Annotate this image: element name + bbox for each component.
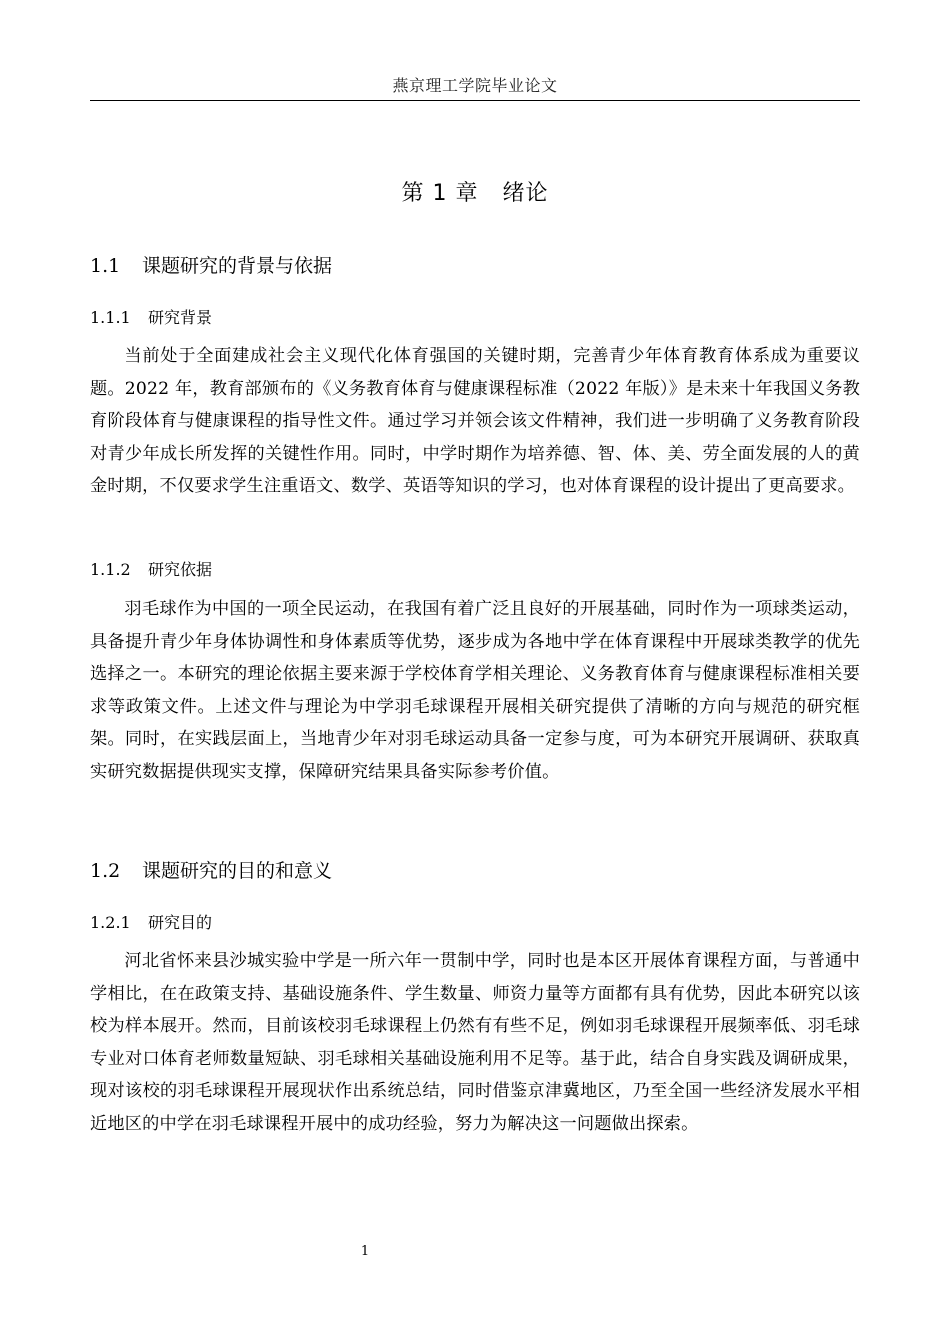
subsection-heading-1-1-1 [90, 306, 860, 330]
section-title: 课题研究的背景与依据 [142, 255, 333, 277]
paragraph-research-purpose: 河北省怀来县沙城实验中学是一所六年一贯制中学，同时也是本区开展体育课程方面，与普通中学相比，在在政策支持、基础设施条件、学生数量、师资力量等方面都有具有优势，因此本研究以该校为样本展开。然而，目前该校羽毛球课程上仍然有有些不足，例如羽毛球课程开展频率低、羽毛球专业对口体育老师数量短缺、羽毛球相关基础设施利用不足等。基于此，结合自身实践及调研成果，现对该校的羽毛球课程开展现状作出系统总结，同时借鉴京津冀地区，乃至全国一些经济发展水平相近地区的中学在羽毛球课程开展中的成功经验，努力为解决这一问题做出探索。 [90, 951, 860, 1134]
subsection-heading-1-2-1 [90, 911, 860, 935]
subsection-title: 研究背景 [148, 308, 213, 327]
section-heading-1-2 [90, 857, 860, 885]
subsection-number: 1.1.2 [90, 560, 131, 579]
subsection-title: 研究依据 [148, 560, 213, 579]
section-title: 课题研究的目的和意义 [142, 860, 333, 882]
subsection-heading-1-1-2 [90, 558, 860, 582]
chapter-title [90, 178, 860, 210]
section-number: 1.1 [90, 255, 121, 277]
subsection-number: 1.2.1 [90, 913, 131, 932]
page-header: 燕京理工学院毕业论文 [392, 76, 558, 95]
header-rule [90, 100, 860, 101]
section-number: 1.2 [90, 860, 121, 882]
page-number: 1 [360, 1244, 370, 1259]
subsection-title: 研究目的 [148, 913, 213, 932]
paragraph-research-background: 当前处于全面建成社会主义现代化体育强国的关键时期，完善青少年体育教育体系成为重要议题。2022 年，教育部颁布的《义务教育体育与健康课程标准（2022 年版）》是未来十年我国义务教育阶段体育与健康课程的指导性文件。通过学习并领会该文件精神，我们进一步明确了义务教育阶段对青少年成长所发挥的关键性作用。同时，中学时期作为培养德、智、体、美、劳全面发展的人的黄金时期，不仅要求学生注重语文、数学、英语等知识的学习，也对体育课程的设计提出了更高要求。 [90, 346, 860, 497]
chapter-name: 绪论 [502, 181, 549, 206]
subsection-number: 1.1.1 [90, 308, 131, 327]
section-heading-1-1 [90, 252, 860, 280]
paragraph-research-basis: 羽毛球作为中国的一项全民运动，在我国有着广泛且良好的开展基础，同时作为一项球类运动，具备提升青少年身体协调性和身体素质等优势，逐步成为各地中学在体育课程中开展球类教学的优先选择之一。本研究的理论依据主要来源于学校体育学相关理论、义务教育体育与健康课程标准相关要求等政策文件。上述文件与理论为中学羽毛球课程开展相关研究提供了清晰的方向与规范的研究框架。同时，在实践层面上，当地青少年对羽毛球运动具备一定参与度，可为本研究开展调研、获取真实研究数据提供现实支撑，保障研究结果具备实际参考价值。 [90, 599, 860, 782]
chapter-number: 第 1 章 [401, 181, 479, 206]
